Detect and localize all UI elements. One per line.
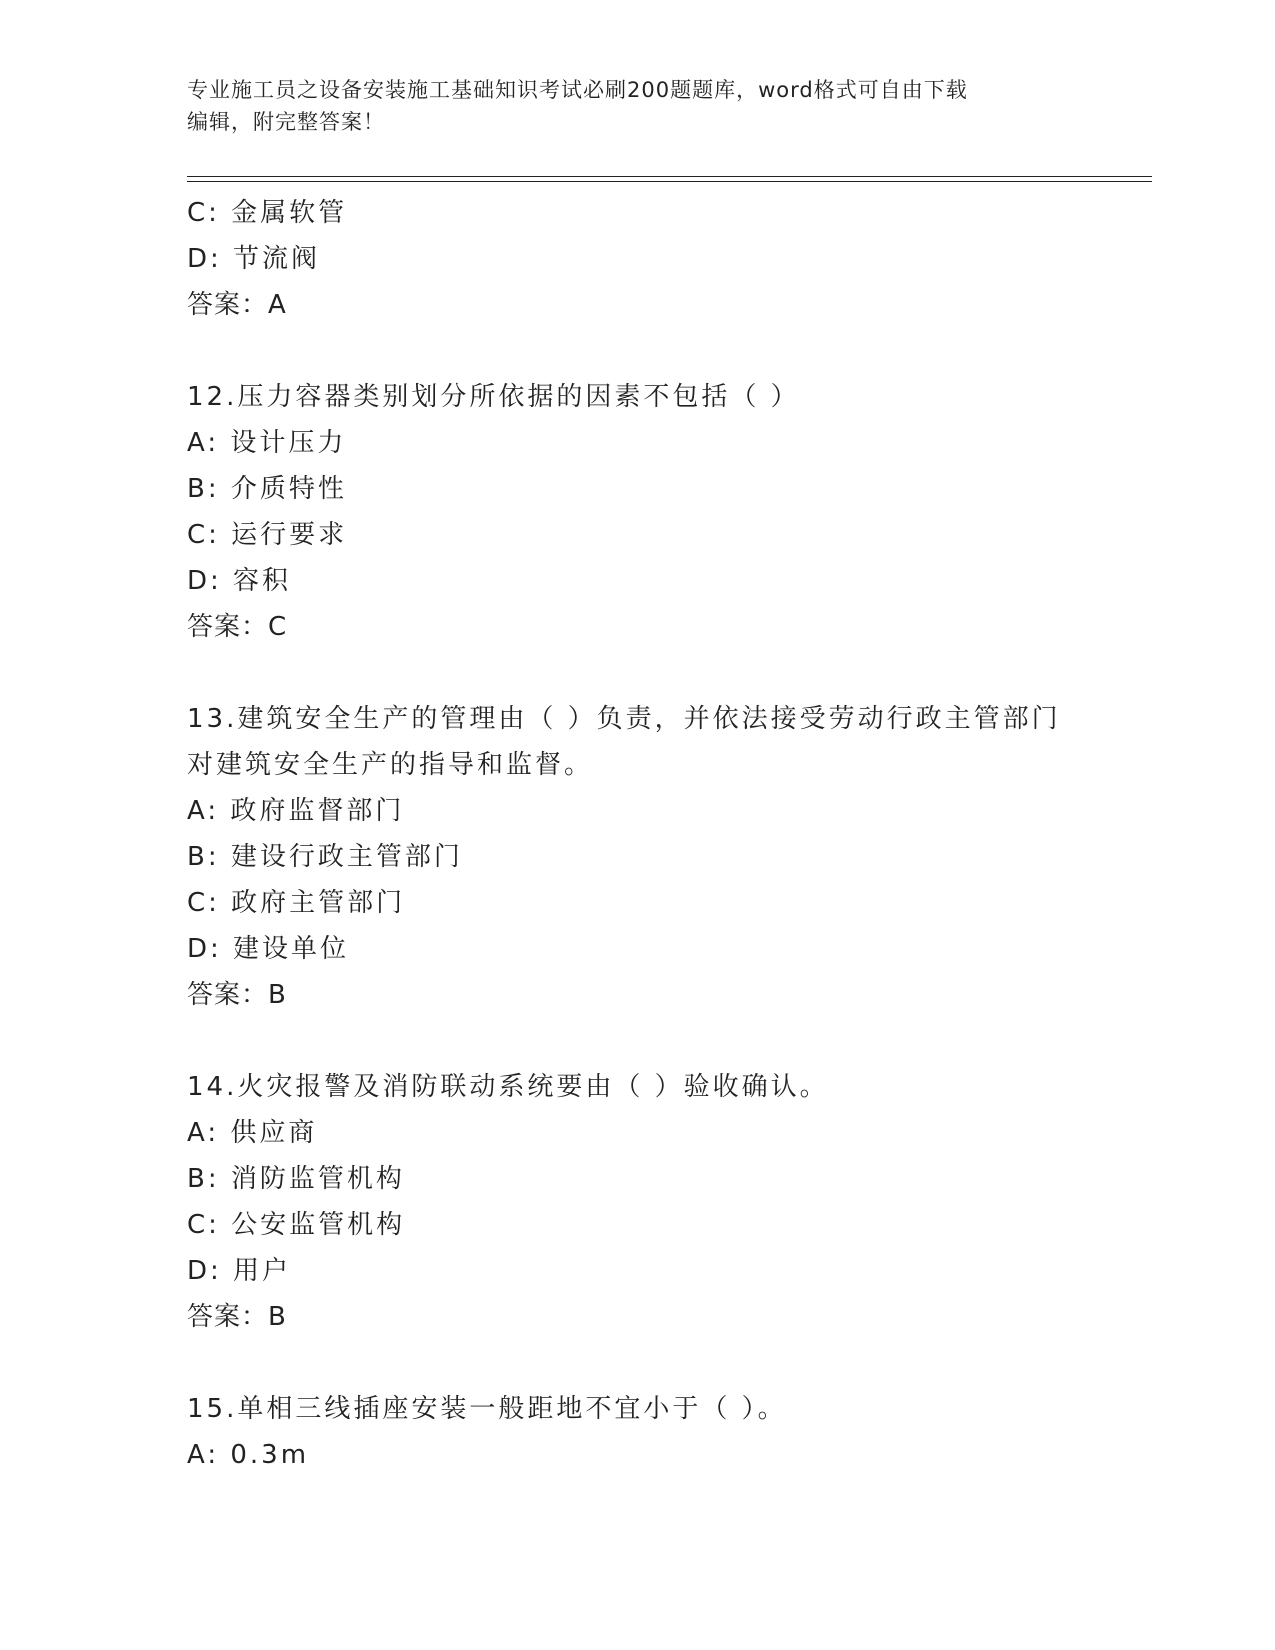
option-d: D: 用户 xyxy=(187,1256,292,1286)
question-text: 14.火灾报警及消防联动系统要由（ ）验收确认。 xyxy=(187,1072,829,1102)
option-c: C: 政府主管部门 xyxy=(187,888,406,918)
spacer xyxy=(187,328,1087,374)
option-d: D: 建设单位 xyxy=(187,934,350,964)
question-11-continued xyxy=(187,190,1087,328)
header-line-2: 编辑，附完整答案！ xyxy=(187,110,385,134)
question-text-line-1: 13.建筑安全生产的管理由（ ）负责，并依法接受劳动行政主管部门 xyxy=(187,704,1061,734)
option-d: D: 节流阀 xyxy=(187,244,321,274)
question-14 xyxy=(187,1064,1087,1340)
answer: 答案：B xyxy=(187,980,287,1010)
option-d: D: 容积 xyxy=(187,566,292,596)
option-b: B: 介质特性 xyxy=(187,474,347,504)
question-text: 12.压力容器类别划分所依据的因素不包括（ ） xyxy=(187,382,800,412)
header-line-1: 专业施工员之设备安装施工基础知识考试必刷200题题库，word格式可自由下载 xyxy=(187,78,968,102)
document-header xyxy=(187,74,1087,138)
option-a: A: 政府监督部门 xyxy=(187,796,405,826)
option-a: A: 设计压力 xyxy=(187,428,347,458)
option-c: C: 公安监管机构 xyxy=(187,1210,406,1240)
question-text-line-2: 对建筑安全生产的指导和监督。 xyxy=(187,750,594,780)
header-divider-top xyxy=(187,176,1152,177)
answer: 答案：C xyxy=(187,612,288,642)
option-c: C: 金属软管 xyxy=(187,198,348,228)
option-a: A: 供应商 xyxy=(187,1118,318,1148)
answer: 答案：A xyxy=(187,290,287,320)
question-text: 15.单相三线插座安装一般距地不宜小于（ ）。 xyxy=(187,1394,787,1424)
question-list xyxy=(187,190,1087,1478)
question-12 xyxy=(187,374,1087,650)
question-13 xyxy=(187,696,1087,1018)
option-b: B: 建设行政主管部门 xyxy=(187,842,463,872)
option-a: A: 0.3m xyxy=(187,1440,310,1470)
spacer xyxy=(187,1340,1087,1386)
header-divider-bottom xyxy=(187,181,1152,182)
answer: 答案：B xyxy=(187,1302,287,1332)
question-15 xyxy=(187,1386,1087,1478)
spacer xyxy=(187,650,1087,696)
option-b: B: 消防监管机构 xyxy=(187,1164,405,1194)
spacer xyxy=(187,1018,1087,1064)
option-c: C: 运行要求 xyxy=(187,520,348,550)
